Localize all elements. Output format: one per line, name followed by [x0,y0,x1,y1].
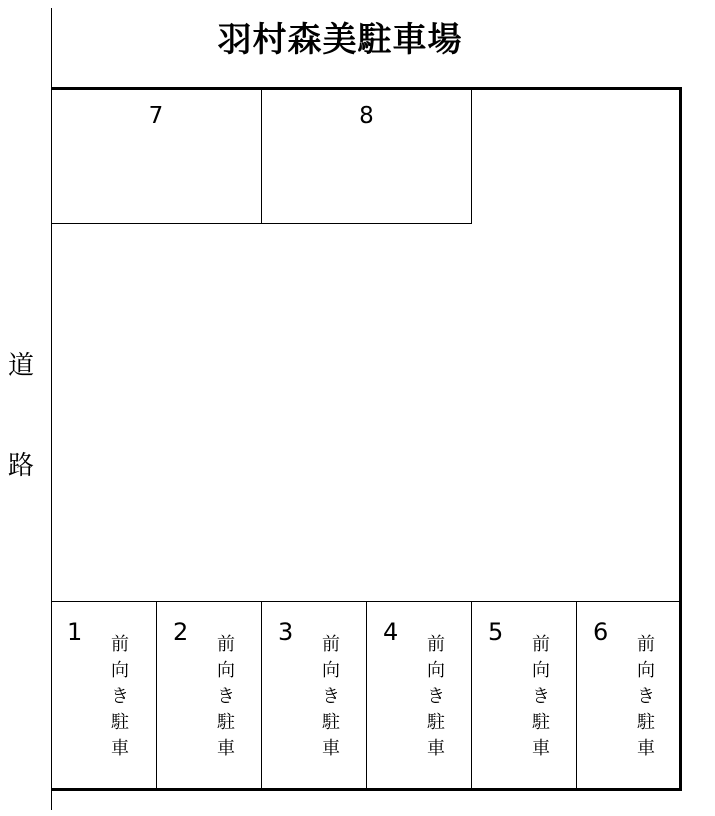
front-parking-note: 前 向 き 駐 車 [322,634,340,759]
space-number: 5 [488,618,504,646]
space-number: 3 [278,618,294,646]
road-label-1: 道 [8,351,35,381]
space-number: 2 [173,618,189,646]
parking-space-2 [157,601,262,789]
parking-space-8 [262,89,472,224]
front-parking-note: 前 向 き 駐 車 [532,634,550,759]
parking-space-1 [51,601,157,789]
road-label-2: 路 [8,451,35,481]
page-title: 羽村森美駐車場 [217,20,463,60]
space-number: 8 [359,103,374,129]
front-parking-note: 前 向 き 駐 車 [637,634,655,759]
parking-space-3 [262,601,367,789]
parking-space-5 [472,601,577,789]
space-number: 4 [383,618,399,646]
space-number: 6 [593,618,609,646]
parking-space-6 [577,601,680,789]
front-parking-note: 前 向 き 駐 車 [111,634,129,759]
parking-space-4 [367,601,472,789]
parking-space-7 [51,89,262,224]
space-number: 1 [67,618,83,646]
front-parking-note: 前 向 き 駐 車 [217,634,235,759]
space-number: 7 [148,103,164,129]
front-parking-note: 前 向 き 駐 車 [427,634,445,759]
